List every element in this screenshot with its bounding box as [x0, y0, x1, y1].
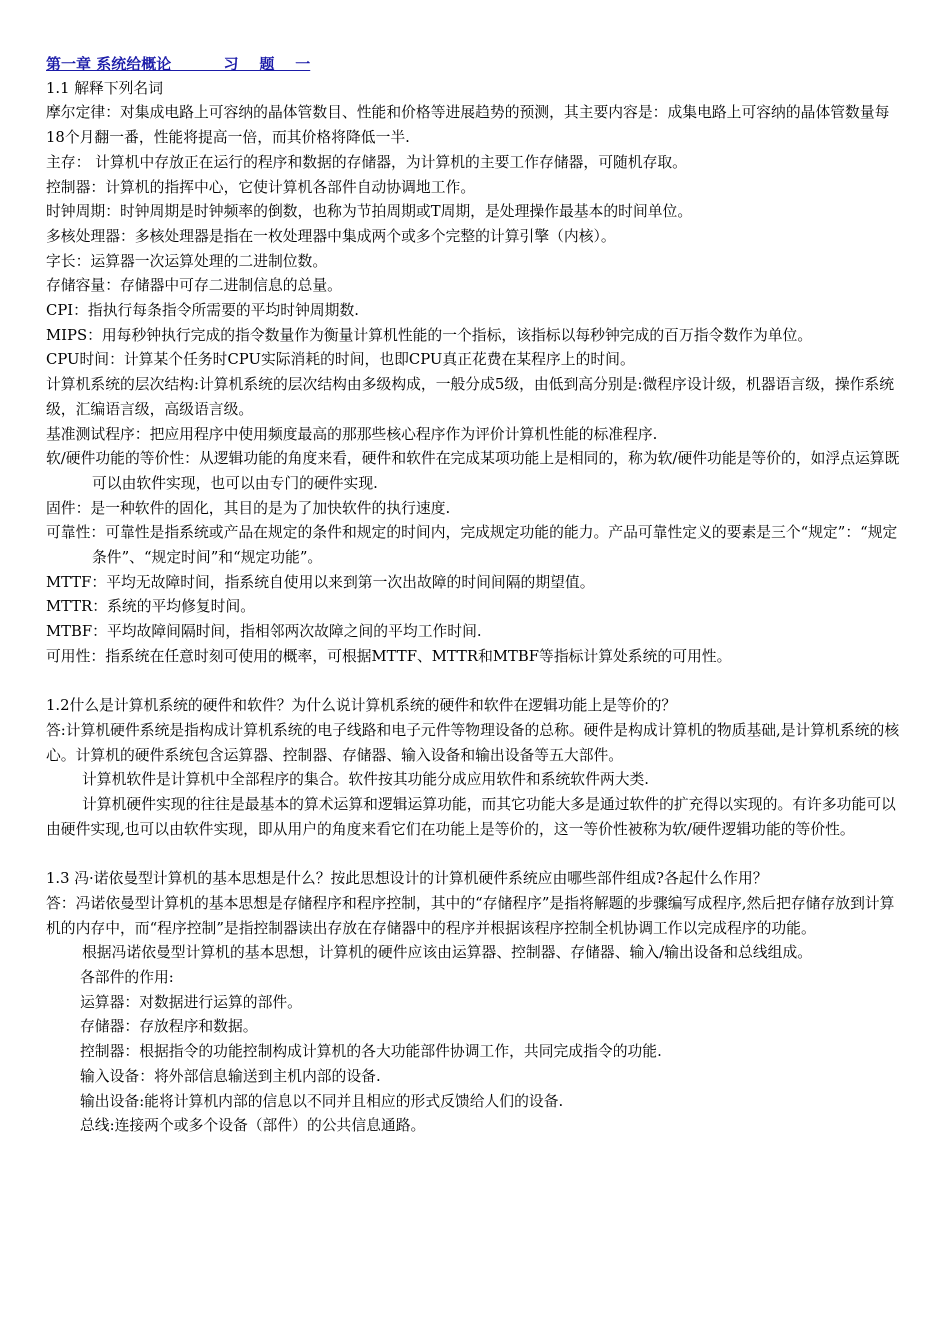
answer-paragraph: 计算机硬件实现的往往是最基本的算术运算和逻辑运算功能，而其它功能大多是通过软件的扩充得以实现的。有许多功能可以由硬件实现,也可以由软件实现，即从用户的角度来看它们在功能上是等价的，这一等价性被称为软/硬件逻辑功能的等价性。	[46, 796, 896, 838]
section-heading: 1.1 解释下列名词	[46, 79, 164, 97]
part-item: 输入设备：将外部信息输送到主机内部的设备.	[80, 1067, 381, 1085]
term-definition: 可靠性：可靠性是指系统或产品在规定的条件和规定的时间内，完成规定功能的能力。产品可靠性定义的要素是三个“规定”：“规定条件”、“规定时间”和“规定功能”。	[46, 524, 898, 567]
spacer	[46, 842, 908, 867]
term-definition: 时钟周期：时钟周期是时钟频率的倒数，也称为节拍周期或T周期，是处理操作最基本的时间单位。	[46, 203, 693, 221]
term-definition: 控制器：计算机的指挥中心，它使计算机各部件自动协调地工作。	[46, 178, 476, 196]
document-page	[46, 52, 908, 1139]
answer-paragraph: 计算机软件是计算机中全部程序的集合。软件按其功能分成应用软件和系统软件两大类.	[82, 771, 649, 789]
term-definition: 字长：运算器一次运算处理的二进制位数。	[46, 252, 328, 270]
term-definition: 摩尔定律：对集成电路上可容纳的晶体管数目、性能和价格等进展趋势的预测，其主要内容是：成集电路上可容纳的晶体管数量每18个月翻一番，性能将提高一倍，而其价格将降低一半.	[46, 104, 890, 147]
term-definition: MTTR：系统的平均修复时间。	[46, 598, 256, 616]
term-definition: 可用性：指系统在任意时刻可使用的概率，可根据MTTF、MTTR和MTBF等指标计算处系统的可用性。	[46, 647, 732, 665]
part-item: 存储器：存放程序和数据。	[80, 1018, 258, 1036]
part-item: 运算器：对数据进行运算的部件。	[80, 993, 302, 1011]
term-definition: 软/硬件功能的等价性：从逻辑功能的角度来看，硬件和软件在完成某项功能上是相同的，称为软/硬件功能是等价的，如浮点运算既可以由软件实现，也可以由专门的硬件实现.	[46, 450, 900, 492]
answer-paragraph: 根据冯诺依曼型计算机的基本思想，计算机的硬件应该由运算器、控制器、存储器、输入/输出设备和总线组成。	[82, 944, 813, 962]
parts-heading: 各部件的作用:	[80, 968, 174, 986]
term-definition: 主存： 计算机中存放正在运行的程序和数据的存储器，为计算机的主要工作存储器，可随机存取。	[46, 153, 687, 171]
answer-paragraph: 答:计算机硬件系统是指构成计算机系统的电子线路和电子元件等物理设备的总称。硬件是构成计算机的物质基础,是计算机系统的核心。计算机的硬件系统包含运算器、控制器、存储器、输入设备和输出设备等五大部件。	[46, 721, 900, 764]
part-item: 总线:连接两个或多个设备（部件）的公共信息通路。	[80, 1117, 426, 1135]
question-1-3: 1.3 冯·诺依曼型计算机的基本思想是什么？按此思想设计的计算机硬件系统应由哪些部件组成?各起什么作用？	[46, 870, 768, 888]
term-definition: 固件：是一种软件的固化，其目的是为了加快软件的执行速度.	[46, 499, 451, 517]
term-definition: 存储容量：存储器中可存二进制信息的总量。	[46, 277, 342, 295]
part-item: 控制器：根据指令的功能控制构成计算机的各大功能部件协调工作，共同完成指令的功能.	[80, 1043, 662, 1061]
answer-paragraph: 答：冯诺依曼型计算机的基本思想是存储程序和程序控制，其中的“存储程序”是指将解题的步骤编写成程序,然后把存储存放到计算机的内存中，而“程序控制”是指控制器读出存放在存储器中的程序并根据该程序控制全机协调工作以完成程序的功能。	[46, 894, 895, 937]
chapter-title: 第一章 系统给概论 习 题 一	[46, 55, 311, 73]
term-definition: MIPS：用每秒钟执行完成的指令数量作为衡量计算机性能的一个指标，该指标以每秒钟完成的百万指令数作为单位。	[46, 326, 813, 344]
term-definition: 基准测试程序：把应用程序中使用频度最高的那那些核心程序作为评价计算机性能的标准程序.	[46, 425, 658, 443]
term-definition: 计算机系统的层次结构:计算机系统的层次结构由多级构成，一般分成5级，由低到高分别是:微程序设计级，机器语言级，操作系统级，汇编语言级，高级语言级。	[46, 376, 895, 418]
term-definition: 多核处理器：多核处理器是指在一枚处理器中集成两个或多个完整的计算引擎（内核）。	[46, 227, 616, 245]
term-definition: MTTF：平均无故障时间，指系统自使用以来到第一次出故障的时间间隔的期望值。	[46, 573, 595, 591]
term-definition: CPI：指执行每条指令所需要的平均时钟周期数.	[46, 302, 359, 320]
spacer	[46, 670, 908, 695]
term-definition: CPU时间：计算某个任务时CPU实际消耗的时间，也即CPU真正花费在某程序上的时间。	[46, 351, 635, 369]
part-item: 输出设备:能将计算机内部的信息以不同并且相应的形式反馈给人们的设备.	[80, 1092, 564, 1110]
term-definition: MTBF：平均故障间隔时间，指相邻两次故障之间的平均工作时间.	[46, 623, 482, 641]
question-1-2: 1.2什么是计算机系统的硬件和软件？为什么说计算机系统的硬件和软件在逻辑功能上是等价的？	[46, 697, 677, 715]
